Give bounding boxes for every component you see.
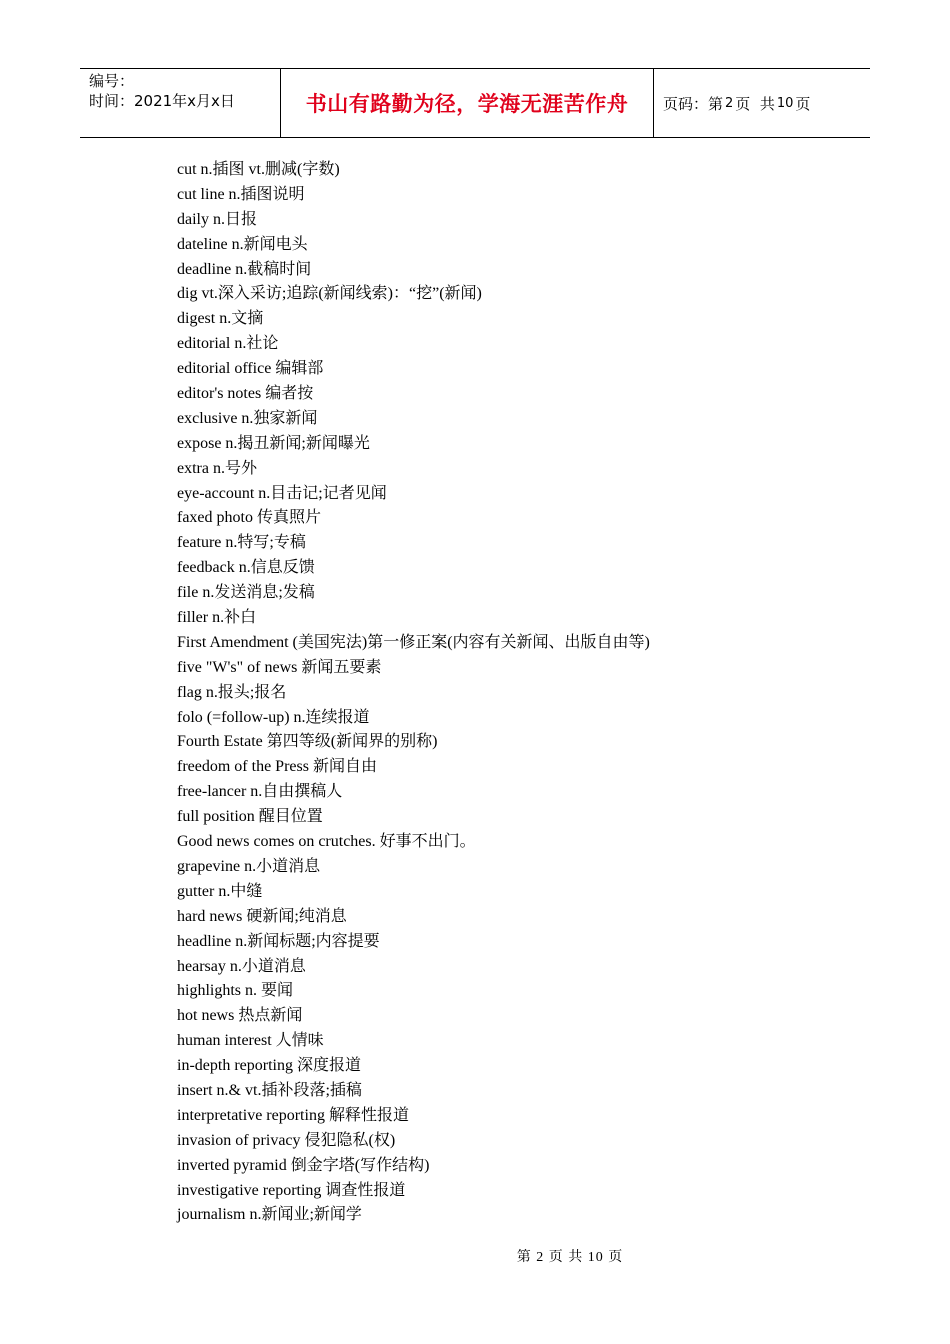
glossary-entry: extra n.号外 [177, 459, 257, 477]
page-footer: 第 2 页 共 10 页 [516, 1250, 624, 1265]
glossary-entry: filler n.补白 [177, 609, 257, 627]
glossary-entry: in-depth reporting 深度报道 [177, 1057, 361, 1075]
glossary-entry: grapevine n.小道消息 [177, 857, 321, 875]
glossary-entry: headline n.新闻标题;内容提要 [177, 932, 380, 950]
glossary-entry: exclusive n.独家新闻 [177, 409, 318, 427]
glossary-entry: Good news comes on crutches. 好事不出门。 [177, 833, 476, 851]
glossary-entry: faxed photo 传真照片 [177, 509, 321, 527]
header-meta [80, 69, 281, 137]
glossary-entry: editorial n.社论 [177, 335, 279, 353]
glossary-entry: journalism n.新闻业;新闻学 [177, 1206, 362, 1224]
glossary-entry: dateline n.新闻电头 [177, 235, 308, 253]
glossary-entry: hot news 热点新闻 [177, 1007, 303, 1025]
glossary-entry: daily n.日报 [177, 210, 257, 228]
header-motto: 书山有路勤为径，学海无涯苦作舟 [281, 69, 654, 137]
glossary-entry: flag n.报头;报名 [177, 683, 287, 701]
glossary-entry: cut n.插图 vt.删减(字数) [177, 161, 340, 178]
glossary-entry: file n.发送消息;发稿 [177, 584, 315, 602]
glossary-entry: investigative reporting 调查性报道 [177, 1181, 406, 1199]
document-header [80, 68, 870, 138]
time-label: 时间：2021年x月x日 [89, 92, 235, 110]
glossary-entry: cut line n.插图说明 [177, 185, 305, 203]
glossary-entry: full position 醒目位置 [177, 808, 323, 826]
glossary-entry: dig vt.深入采访;追踪(新闻线索)：“挖”(新闻) [177, 285, 482, 303]
glossary-entry: First Amendment (美国宪法)第一修正案(内容有关新闻、出版自由等) [177, 633, 650, 651]
glossary-list [177, 158, 650, 1228]
glossary-entry: editorial office 编辑部 [177, 360, 324, 378]
glossary-entry: hard news 硬新闻;纯消息 [177, 907, 347, 925]
glossary-entry: free-lancer n.自由撰稿人 [177, 783, 343, 801]
glossary-entry: freedom of the Press 新闻自由 [177, 758, 377, 776]
page-prefix: 页码：第 [663, 94, 724, 113]
page-suffix: 页 [795, 94, 811, 113]
glossary-entry: digest n.文摘 [177, 310, 264, 328]
glossary-entry: feedback n.信息反馈 [177, 559, 315, 577]
page-current: 2 [725, 95, 734, 111]
glossary-entry: deadline n.截稿时间 [177, 260, 312, 278]
glossary-entry: highlights n. 要闻 [177, 982, 294, 1000]
glossary-entry: insert n.& vt.插补段落;插稿 [177, 1081, 362, 1099]
page-middle: 页 共 [735, 94, 775, 113]
serial-label: 编号： [89, 72, 135, 90]
glossary-entry: feature n.特写;专稿 [177, 534, 306, 552]
glossary-entry: invasion of privacy 侵犯隐私(权) [177, 1131, 396, 1149]
glossary-entry: expose n.揭丑新闻;新闻曝光 [177, 434, 370, 452]
glossary-entry: hearsay n.小道消息 [177, 957, 306, 975]
glossary-entry: folo (=follow-up) n.连续报道 [177, 708, 370, 726]
glossary-entry: inverted pyramid 倒金字塔(写作结构) [177, 1156, 430, 1174]
glossary-entry: interpretative reporting 解释性报道 [177, 1106, 409, 1124]
header-page-indicator [654, 69, 870, 137]
glossary-entry: eye-account n.目击记;记者见闻 [177, 484, 387, 502]
glossary-entry: human interest 人情味 [177, 1032, 324, 1050]
page-total: 10 [776, 95, 794, 111]
glossary-entry: gutter n.中缝 [177, 882, 263, 900]
glossary-entry: Fourth Estate 第四等级(新闻界的别称) [177, 733, 438, 751]
glossary-entry: editor's notes 编者按 [177, 385, 314, 403]
glossary-entry: five "W's" of news 新闻五要素 [177, 658, 382, 676]
